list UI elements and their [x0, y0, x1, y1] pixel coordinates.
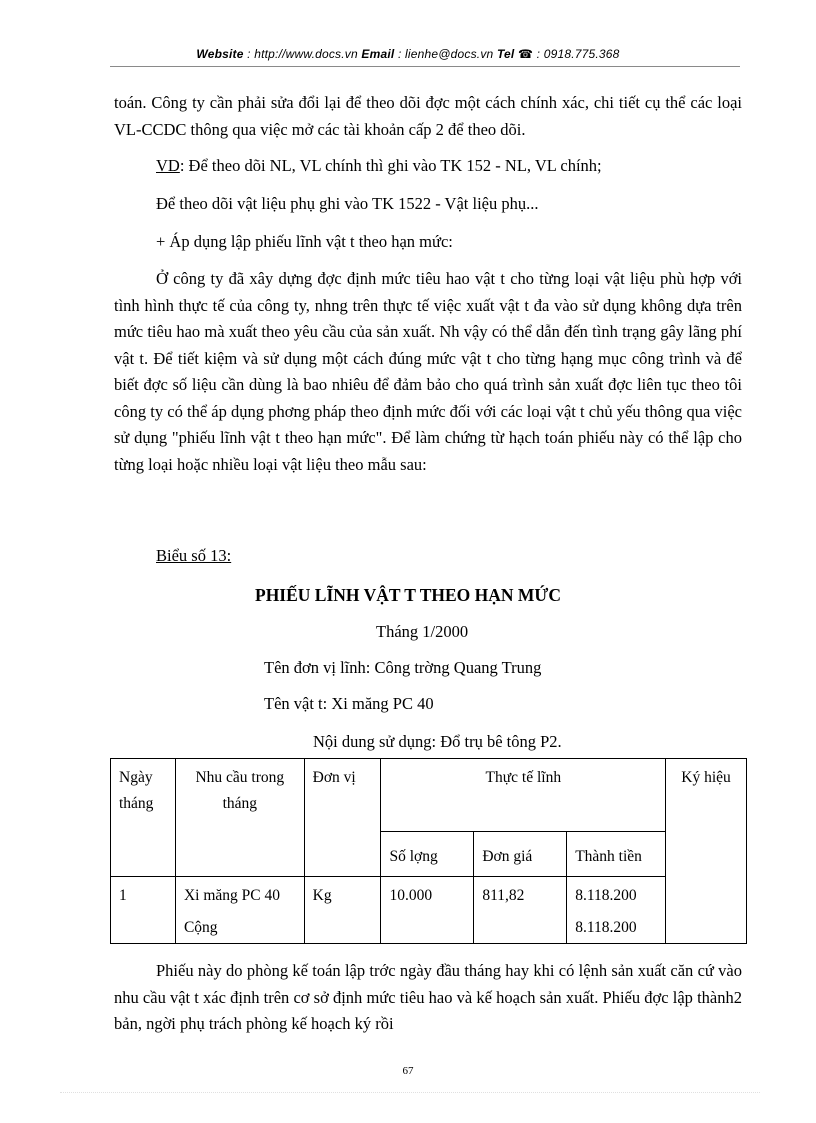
- line-3: + Áp dụng lập phiếu lĩnh vật t theo hạn mức:: [156, 232, 453, 251]
- form-unit: Tên đơn vị lĩnh: Công trờng Quang Trung: [264, 658, 542, 677]
- website-value: : http://www.docs.vn: [243, 47, 362, 61]
- vd-label: VD: [156, 156, 180, 175]
- email-value: : lienhe@docs.vn: [394, 47, 497, 61]
- subheader-amount: Thành tiền: [567, 832, 666, 877]
- total-label: Cộng: [175, 915, 304, 944]
- bottom-divider: [60, 1092, 760, 1093]
- header-sign: Ký hiệu: [666, 759, 747, 944]
- page-number: 67: [402, 1065, 414, 1077]
- line-2: Để theo dõi vật liệu phụ ghi vào TK 1522 - Vật liệu phụ...: [156, 194, 539, 213]
- page-header: [0, 47, 816, 61]
- tel-value: : 0918.775.368: [533, 47, 620, 61]
- header-unit: Đơn vị: [304, 759, 381, 877]
- row-amount: 8.118.200: [567, 877, 666, 916]
- subheader-qty: Số lợng: [381, 832, 474, 877]
- header-actual: Thực tế lĩnh: [381, 759, 666, 832]
- row-date: 1: [111, 877, 176, 944]
- email-label: Email: [361, 47, 395, 61]
- form-title: PHIẾU LĨNH VẬT T THEO HẠN MỨC: [255, 585, 561, 605]
- form-material: Tên vật t: Xi măng PC 40: [264, 694, 434, 713]
- table-header-row: [111, 759, 747, 832]
- header-divider: [110, 66, 740, 67]
- row-name: Xi măng PC 40: [175, 877, 304, 916]
- header-date: Ngày tháng: [111, 759, 176, 877]
- paragraph-2: Ở công ty đã xây dựng đợc định mức tiêu hao vật t cho từng loại vật liệu phù hợp với tình hình thực tế của công ty, nhng trên thực tế việc xuất vật t đa vào sử dụng không dựa trên mức tiêu hao mà xuất theo yêu cầu của sản xuất. Nh vậy có thể dẫn đến tình trạng gây lãng phí vật t. Để tiết kiệm và sử dụng một cách đúng mức vật t cho từng hạng mục công trình và để biết đợc số liệu cần dùng là bao nhiêu để đảm bảo cho quá trình sản xuất đợc liên tục theo tôi công ty có thể áp dụng phơng pháp theo định mức đối với các loại vật t chủ yếu thông qua việc sử dụng "phiếu lĩnh vật t theo hạn mức". Để làm chứng từ hạch toán phiếu này có thể lập cho từng loại hoặc nhiều loại vật liệu theo mẫu sau:: [114, 269, 742, 474]
- paragraph-1: toán. Công ty cần phải sửa đổi lại để theo dõi đợc một cách chính xác, chi tiết cụ thể các loại VL-CCDC thông qua việc mở các tài khoản cấp 2 để theo dõi.: [114, 93, 742, 139]
- paragraph-3: Phiếu này do phòng kế toán lập trớc ngày đầu tháng hay khi có lệnh sản xuất căn cứ vào nhu cầu vật t xác định trên cơ sở định mức tiêu hao và kế hoạch sản xuất. Phiếu đợc lập thành2 bản, ngời phụ trách phòng kế hoạch ký rồi: [114, 961, 742, 1033]
- materials-table: [110, 758, 747, 944]
- form-month: Tháng 1/2000: [376, 622, 469, 641]
- row-price: 811,82: [474, 877, 567, 944]
- header-need: Nhu cầu trong tháng: [175, 759, 304, 877]
- form-content: Nội dung sử dụng: Đổ trụ bê tông P2.: [313, 732, 562, 751]
- row-unit: Kg: [304, 877, 381, 944]
- phone-icon: ☎: [517, 47, 534, 61]
- total-amount: 8.118.200: [567, 915, 666, 944]
- row-qty: 10.000: [381, 877, 474, 944]
- vd-text: : Để theo dõi NL, VL chính thì ghi vào TK 152 - NL, VL chính;: [179, 156, 602, 175]
- example-line: [156, 156, 602, 176]
- website-label: Website: [196, 47, 244, 61]
- bieu-so-label: Biểu số 13:: [156, 546, 232, 565]
- subheader-price: Đơn giá: [474, 832, 567, 877]
- tel-label: Tel: [496, 47, 515, 61]
- table-row: [111, 877, 747, 916]
